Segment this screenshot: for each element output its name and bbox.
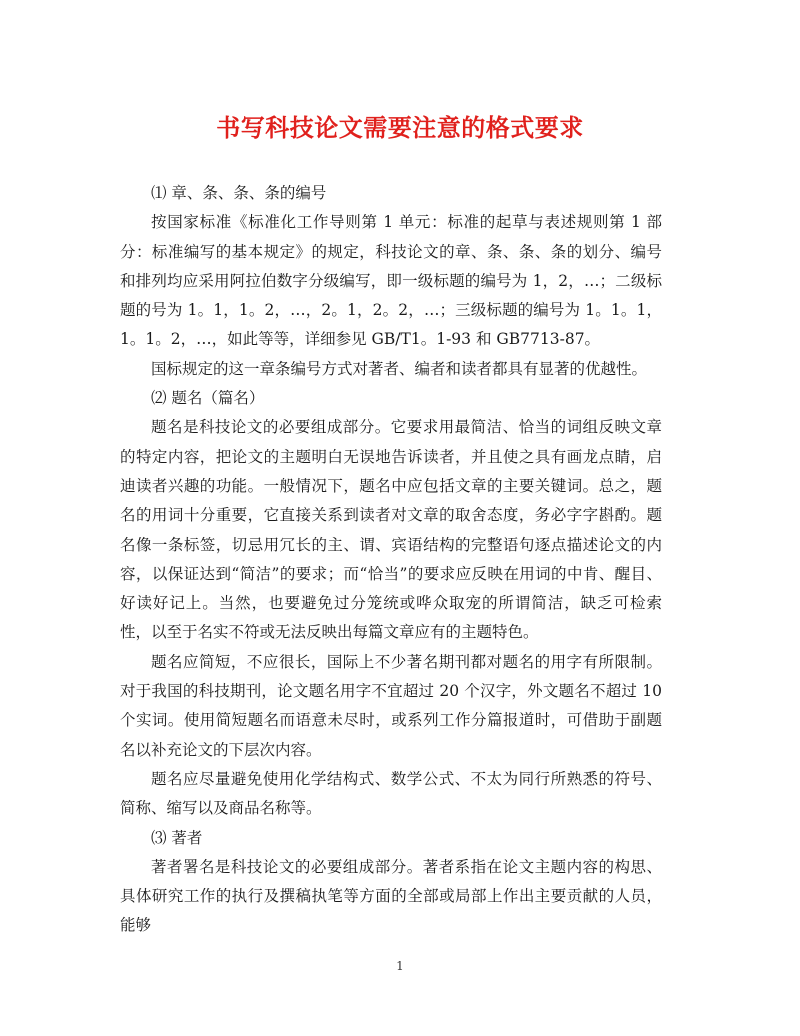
paragraph-title-definition: 题名是科技论文的必要组成部分。它要求用最简洁、恰当的词组反映文章的特定内容，把论文的主题明白无误地告诉读者，并且使之具有画龙点睛，启迪读者兴趣的功能。一般情况下，题名中应包括文章的主要关键词。总之，题名的用词十分重要，它直接关系到读者对文章的取舍态度，务必字字斟酌。题名像一条标签，切忌用冗长的主、谓、宾语结构的完整语句逐点描述论文的内容，以保证达到“简洁”的要求；而“恰当”的要求应反映在用词的中肯、醒目、好读好记上。当然，也要避免过分笼统或哗众取宠的所谓简洁，缺乏可检索性，以至于名实不符或无法反映出每篇文章应有的主题特色。 [120, 418, 662, 642]
document-body [120, 179, 662, 941]
section-heading-author: ⑶ 著者 [151, 828, 203, 847]
paragraph-numbering-standard: 按国家标准《标准化工作导则第 1 单元：标准的起草与表述规则第 1 部分：标准编写的基本规定》的规定，科技论文的章、条、条、条的划分、编号和排列均应采用阿拉伯数字分级编写，即一级标题的编号为 1，2，…；二级标题的号为 1。1，1。2，…，2。1，2。2，…；三级标题的编号为 1。1。1，1。1。2，…，如此等等，详细参见 GB/T1。1-93 和 GB7713-87。 [120, 213, 662, 349]
paragraph-numbering-advantage: 国标规定的这一章条编号方式对著者、编者和读者都具有显著的优越性。 [151, 359, 648, 378]
paragraph-title-length: 题名应简短，不应很长，国际上不少著名期刊都对题名的用字有所限制。对于我国的科技期刊，论文题名用字不宜超过 20 个汉字，外文题名不超过 10 个实词。使用简短题名而语意未尽时，或系列工作分篇报道时，可借助于副题名以补充论文的下层次内容。 [120, 652, 662, 759]
section-heading-numbering: ⑴ 章、条、条、条的编号 [151, 184, 327, 202]
section-heading-title: ⑵ 题名（篇名） [151, 389, 265, 408]
paragraph-title-avoid: 题名应尽量避免使用化学结构式、数学公式、不太为同行所熟悉的符号、简称、缩写以及商品名称等。 [120, 769, 662, 818]
page-number: 1 [396, 959, 404, 973]
document-title: 书写科技论文需要注意的格式要求 [216, 113, 584, 142]
paragraph-author-definition: 著者署名是科技论文的必要组成部分。著者系指在论文主题内容的构思、具体研究工作的执行及撰稿执笔等方面的全部或局部上作出主要贡献的人员，能够 [120, 857, 662, 935]
